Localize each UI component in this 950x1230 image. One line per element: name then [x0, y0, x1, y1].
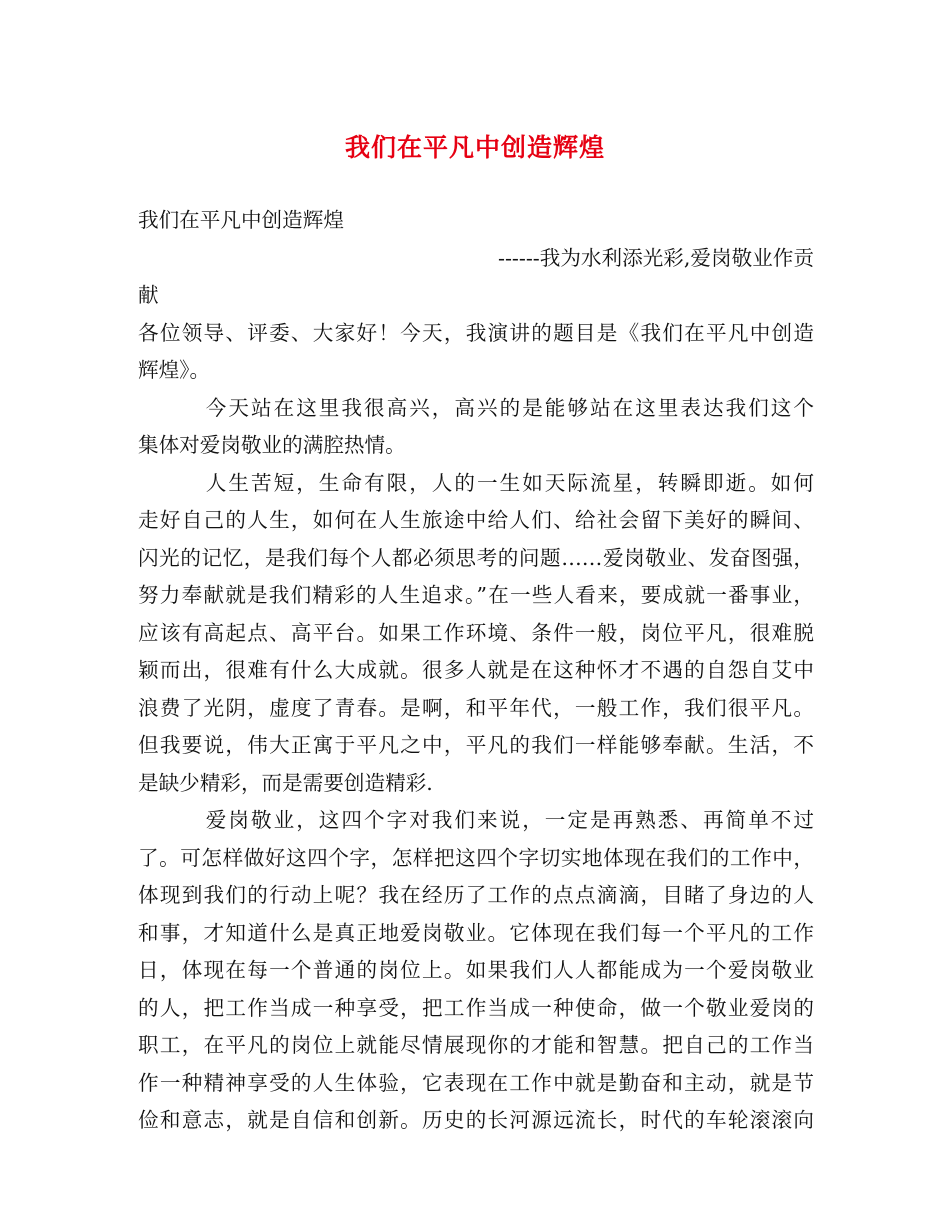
paragraph-line: 颖而出，很难有什么大成就。很多人就是在这种怀才不遇的自怨自艾中: [138, 658, 814, 682]
document-heading: 我们在平凡中创造辉煌: [138, 208, 344, 232]
document-title: 我们在平凡中创造辉煌: [344, 133, 605, 162]
paragraph-life: [138, 465, 814, 803]
paragraph-line: 爱岗敬业，这四个字对我们来说，一定是再熟悉、再简单不过: [138, 808, 814, 832]
paragraph-line: 应该有高起点、高平台。如果工作环境、条件一般，岗位平凡，很难脱: [138, 620, 814, 645]
paragraph-line: 的人，把工作当成一种享受，把工作当成一种使命，做一个敬业爱岗的: [138, 995, 814, 1020]
paragraph-line: 浪费了光阴，虚度了青春。是啊，和平年代，一般工作，我们很平凡。: [138, 695, 814, 720]
paragraph-line: 体现到我们的行动上呢？我在经历了工作的点点滴滴，目睹了身边的人: [138, 883, 814, 907]
document-subtitle-line-1: ------我为水利添光彩,爱岗敬业作贡: [497, 245, 814, 270]
paragraph-line: 努力奉献就是我们精彩的人生追求。”在一些人看来，要成就一番事业，: [138, 583, 814, 607]
paragraph-line: 今天站在这里我很高兴，高兴的是能够站在这里表达我们这个: [138, 395, 814, 420]
document-body: [138, 202, 814, 1140]
paragraph-line: 辉煌》。: [138, 358, 211, 382]
paragraph-intro: [138, 390, 814, 465]
paragraph-line: 日，体现在每一个普通的岗位上。如果我们人人都能成为一个爱岗敬业: [138, 958, 814, 982]
paragraph-line: 了。可怎样做好这四个字，怎样把这四个字切实地体现在我们的工作中，: [138, 845, 814, 870]
paragraph-line: 职工，在平凡的岗位上就能尽情展现你的才能和智慧。把自己的工作当: [138, 1033, 814, 1057]
document-subtitle-line-2: 献: [138, 283, 159, 307]
paragraph-line: 集体对爱岗敬业的满腔热情。: [138, 433, 406, 457]
paragraph-line: 人生苦短，生命有限，人的一生如天际流星，转瞬即逝。如何: [138, 470, 814, 495]
paragraph-line: 闪光的记忆，是我们每个人都必须思考的问题……爱岗敬业、发奋图强，: [138, 545, 814, 570]
paragraph-line: 各位领导、评委、大家好！今天，我演讲的题目是《我们在平凡中创造: [138, 320, 814, 345]
paragraph-line: 但我要说，伟大正寓于平凡之中，平凡的我们一样能够奉献。生活，不: [138, 733, 814, 757]
paragraph-dedication: [138, 802, 814, 1140]
paragraph-line: 作一种精神享受的人生体验，它表现在工作中就是勤奋和主动，就是节: [138, 1070, 814, 1095]
paragraph-line: 俭和意志，就是自信和创新。历史的长河源远流长，时代的车轮滚滚向: [138, 1108, 814, 1132]
paragraph-greeting: [138, 315, 814, 390]
paragraph-line: 是缺少精彩，而是需要创造精彩.: [138, 770, 433, 795]
paragraph-line: 和事，才知道什么是真正地爱岗敬业。它体现在我们每一个平凡的工作: [138, 920, 814, 945]
paragraph-line: 走好自己的人生，如何在人生旅途中给人们、给社会留下美好的瞬间、: [138, 508, 814, 532]
